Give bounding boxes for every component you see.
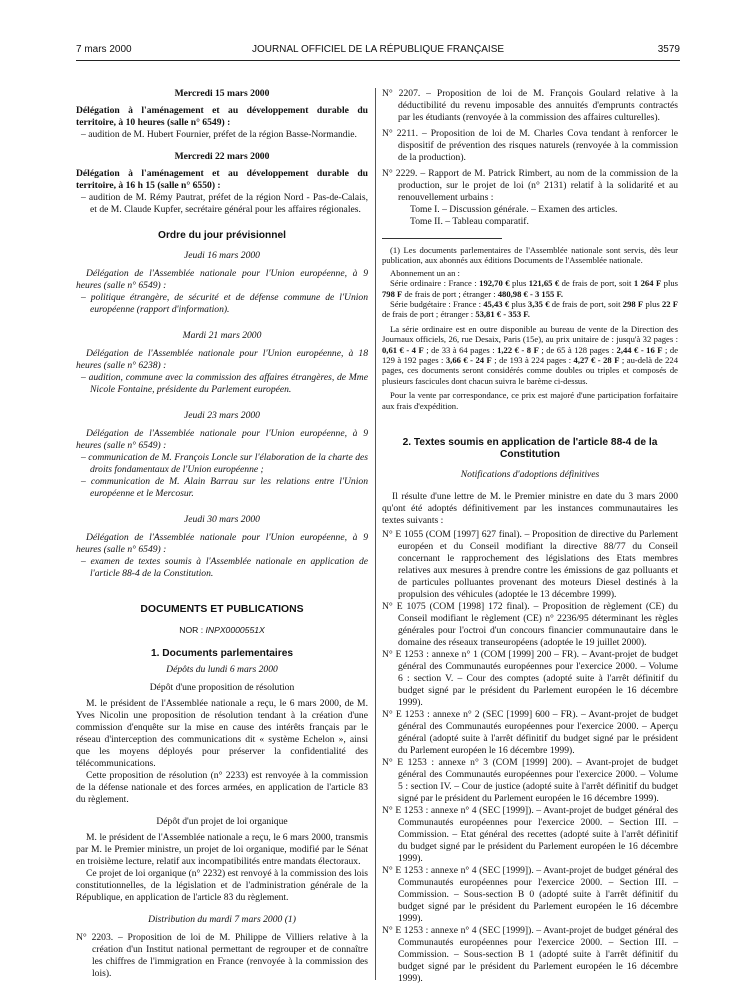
agenda-item: – audition, commune avec la commission des affaires étrangères, de Mme Nicole Fontaine, présidente du Parlement européen.: [81, 372, 368, 395]
text-entry: N° E 1055 (COM [1997] 627 final). – Proposition de directive du Parlement européen et du Conseil modifiant la directive 88/77 du Conseil concernant le rapprochement des législations des Etats membres relatives aux mesures à prendre contre les émissions de gaz polluants et de particules polluantes provenant des moteurs Diesel destinés à la propulsion des véhicules (adoptée le 13 décembre 1999).: [382, 529, 678, 601]
day-heading: Mercredi 15 mars 2000: [174, 88, 270, 99]
right-column: [382, 88, 678, 985]
text-entry: N° E 1253 : annexe n° 3 (COM [1999] 200). – Avant-projet de budget général des Communautés européennes pour l'exercice 2000. – Volume 5 : section IV. – Cour de justice (adopté suite à l'arrêt définitif du budget signé par le président du Parlement européen le 16 décembre 1999).: [382, 757, 678, 805]
text-entry: N° E 1253 : annexe n° 4 (SEC [1999]). – Avant-projet de budget général des Communautés européennes pour l'exercice 2000. – Section III. – Commission. – Etat général des recettes (adopté suite à l'arrêt définitif du budget signé par le président du Parlement européen le 16 décembre 1999).: [382, 805, 678, 865]
session-heading: Délégation à l'aménagement et au développement durable du territoire, à 10 heures (salle n° 6549) :: [76, 105, 368, 128]
footnote-pricing: La série ordinaire est en outre disponible au bureau de vente de la Direction des Journaux officiels, 26, rue Desaix, Paris (15e), au prix unitaire de : jusqu'à 32 pages : 0,61 € - 4 F ; de 33 à 64 pages : 1,22 € - 8 F ; de 65 à 128 pages : 2,44 € - 16 F ; de 129 à 192 pages : 3,66 € - 24 F ; de 193 à 224 pages : 4,27 € - 28 F ; au-delà de 224 pages, ces documents seront considérés comme doubles ou triples et composés de plusieurs fascicules dont chacun suivra le barème ci-dessus.: [382, 323, 679, 386]
text-entry: N° E 1075 (COM [1998] 172 final). – Proposition de règlement (CE) du Conseil modifiant le règlement (CE) n° 2236/95 déterminant les règles générales pour l'octroi d'un concours financier communautaire dans le domaine des réseaux transeuropéens (adoptée le 19 juillet 2000).: [382, 601, 678, 649]
day-heading: Jeudi 30 mars 2000: [184, 514, 260, 525]
footnote-rule: [382, 238, 502, 239]
footnote-pricing: Série ordinaire : France : 192,70 € plus 121,65 € de frais de port, soit 1 264 F plus 798 F de frais de port ; étranger : 480,98 € - 3 155 F.: [382, 278, 678, 299]
session-heading: Délégation de l'Assemblée nationale pour l'Union européenne, à 9 heures (salle n° 6549) :: [76, 532, 368, 555]
day-heading: Mardi 21 mars 2000: [182, 330, 262, 341]
paragraph: Cette proposition de résolution (n° 2233) est renvoyée à la commission de la défense nationale et des forces armées, en application de l'article 83 du règlement.: [76, 770, 368, 805]
footnote: Abonnement un an :: [390, 267, 460, 278]
agenda-item: – communication de M. François Loncle sur l'élaboration de la charte des droits fondamentaux de l'Union européenne ;: [81, 452, 368, 475]
day-heading: Jeudi 23 mars 2000: [184, 410, 260, 421]
text-entry: N° E 1253 : annexe n° 2 (SEC [1999] 600 – FR). – Avant-projet de budget général des Communautés européennes pour l'exercice 2000. – Aperçu général (adopté suite à l'arrêt définitif du budget signé par le président du Parlement européen le 16 décembre 1999).: [382, 709, 678, 757]
session-heading: Délégation de l'Assemblée nationale pour l'Union européenne, à 9 heures (salle n° 6549) :: [76, 428, 368, 451]
tome-line: Tome I. – Discussion générale. – Examen des articles.: [410, 204, 618, 215]
sub-heading: Dépôt d'une proposition de résolution: [149, 682, 295, 693]
section-heading: 1. Documents parlementaires: [150, 648, 294, 659]
session-heading: Délégation à l'aménagement et au développement durable du territoire, à 16 h 15 (salle n° 6550) :: [76, 168, 368, 191]
header-rule: [76, 60, 680, 61]
page-header: [76, 44, 680, 58]
documents-title: DOCUMENTS ET PUBLICATIONS: [140, 604, 304, 615]
document-entry: N° 2207. – Proposition de loi de M. François Goulard relative à la déductibilité du revenu imposable des annuités d'emprunts contractés par les étudiants (renvoyée à la commission des affaires culturelles).: [382, 88, 678, 123]
paragraph: Il résulte d'une lettre de M. le Premier ministre en date du 3 mars 2000 qu'ont été adoptés définitivement par les instances communautaires les textes suivants :: [382, 491, 678, 527]
sub-heading: Dépôt d'un projet de loi organique: [156, 816, 288, 827]
day-heading: Dépôts du lundi 6 mars 2000: [166, 664, 278, 675]
page-number: 3579: [657, 44, 680, 55]
day-heading: Mercredi 22 mars 2000: [174, 151, 270, 162]
text-entry: N° E 1253 : annexe n° 4 (SEC [1999]). – Avant-projet de budget général des Communautés européennes pour l'exercice 2000. – Section III. – Commission. – Sous-section B 0 (adopté suite à l'arrêt définitif du budget signé par le président du Parlement européen le 16 décembre 1999).: [382, 865, 678, 925]
column-divider: [375, 88, 376, 980]
document-entry: N° 2211. – Proposition de loi de M. Charles Cova tendant à renforcer le dispositif de prévention des risques naturels (renvoyée à la commission de la production).: [382, 128, 678, 163]
nor-label: NOR :: [179, 625, 204, 635]
session-heading: Délégation de l'Assemblée nationale pour l'Union européenne, à 9 heures (salle n° 6549) :: [76, 268, 368, 291]
left-column: [76, 88, 368, 980]
text-entry: N° E 1253 : annexe n° 1 (COM [1999] 200 – FR). – Avant-projet de budget général des Communautés européennes pour l'exercice 2000. – Volume 6 : section V. – Cour des comptes (adopté suite à l'arrêt définitif du budget signé par le président du Parlement européen le 16 décembre 1999).: [382, 649, 678, 709]
footnote: Pour la vente par correspondance, ce prix est majoré d'une participation forfaitaire aux frais d'expédition.: [382, 390, 678, 411]
document-entry: N° 2203. – Proposition de loi de M. Philippe de Villiers relative à la création d'un Institut national permettant de regrouper et de connaître les chiffres de l'immigration en France (renvoyée à la commission des lois).: [76, 932, 368, 979]
nor-code: INPX0000551X: [205, 625, 265, 635]
footnote-pricing: Série budgétaire : France : 45,43 € plus 3,35 € de frais de port, soit 298 F plus 22 F de frais de port ; étranger : 53,81 € - 353 F.: [382, 299, 679, 320]
day-heading: Distribution du mardi 7 mars 2000 (1): [148, 914, 296, 925]
paragraph: Ce projet de loi organique (n° 2232) est renvoyé à la commission des lois constitutionnelles, de la législation et de l'administration générale de la République, en application de l'article 83 du règlement.: [76, 868, 368, 903]
agenda-item: – audition de M. Rémy Pautrat, préfet de la région Nord - Pas-de-Calais, et de M. Claude Kupfer, secrétaire général pour les affaires régionales.: [81, 192, 368, 215]
nor-reference: [76, 624, 368, 636]
journal-title: JOURNAL OFFICIEL DE LA RÉPUBLIQUE FRANÇAISE: [251, 44, 505, 55]
agenda-item: – examen de textes soumis à l'Assemblée nationale en application de l'article 88-4 de la Constitution.: [81, 556, 368, 579]
agenda-item: – audition de M. Hubert Fournier, préfet de la région Basse-Normandie.: [81, 129, 357, 140]
agenda-item: – communication de M. Alain Barrau sur les relations entre l'Union européenne et le Mercosur.: [81, 476, 368, 499]
header-date: 7 mars 2000: [76, 44, 132, 55]
footnote: (1) Les documents parlementaires de l'Assemblée nationale sont servis, dès leur publication, aux abonnés aux éditions Documents de l'Assemblée nationale.: [382, 245, 678, 266]
section-heading: Ordre du jour prévisionnel: [158, 230, 286, 241]
document-entry: N° 2229. – Rapport de M. Patrick Rimbert, au nom de la commission de la production, sur le projet de loi (n° 2131) relatif à la solidarité et au renouvellement urbains :: [382, 168, 678, 203]
text-entry: N° E 1253 : annexe n° 4 (SEC [1999]). – Avant-projet de budget général des Communautés européennes pour l'exercice 2000. – Section III. – Commission. – Sous-section B 1 (adopté suite à l'arrêt définitif du budget signé par le président du Parlement européen le 16 décembre 1999).: [382, 925, 678, 985]
paragraph: M. le président de l'Assemblée nationale a reçu, le 6 mars 2000, transmis par M. le Premier ministre, un projet de loi organique, modifié par le Sénat en troisième lecture, relatif aux incompatibilités entre mandats électoraux.: [76, 832, 368, 867]
section-heading: 2. Textes soumis en application de l'article 88-4 de la Constitution: [402, 437, 658, 461]
sub-heading: Notifications d'adoptions définitives: [460, 469, 600, 481]
agenda-item: – politique étrangère, de sécurité et de défense commune de l'Union européenne (rapport d'information).: [81, 292, 368, 315]
tome-line: Tome II. – Tableau comparatif.: [410, 216, 529, 227]
paragraph: M. le président de l'Assemblée nationale a reçu, le 6 mars 2000, de M. Yves Nicolin une proposition de résolution tendant à la création d'une commission d'enquête sur la mise en cause des intérêts français par le réseau d'interception des communications dit « système Echelon », ainsi que les moyens déployés pour préserver la confidentialité des télécommunications.: [76, 698, 368, 769]
day-heading: Jeudi 16 mars 2000: [184, 250, 260, 261]
session-heading: Délégation de l'Assemblée nationale pour l'Union européenne, à 18 heures (salle n° 6238) :: [76, 348, 368, 371]
